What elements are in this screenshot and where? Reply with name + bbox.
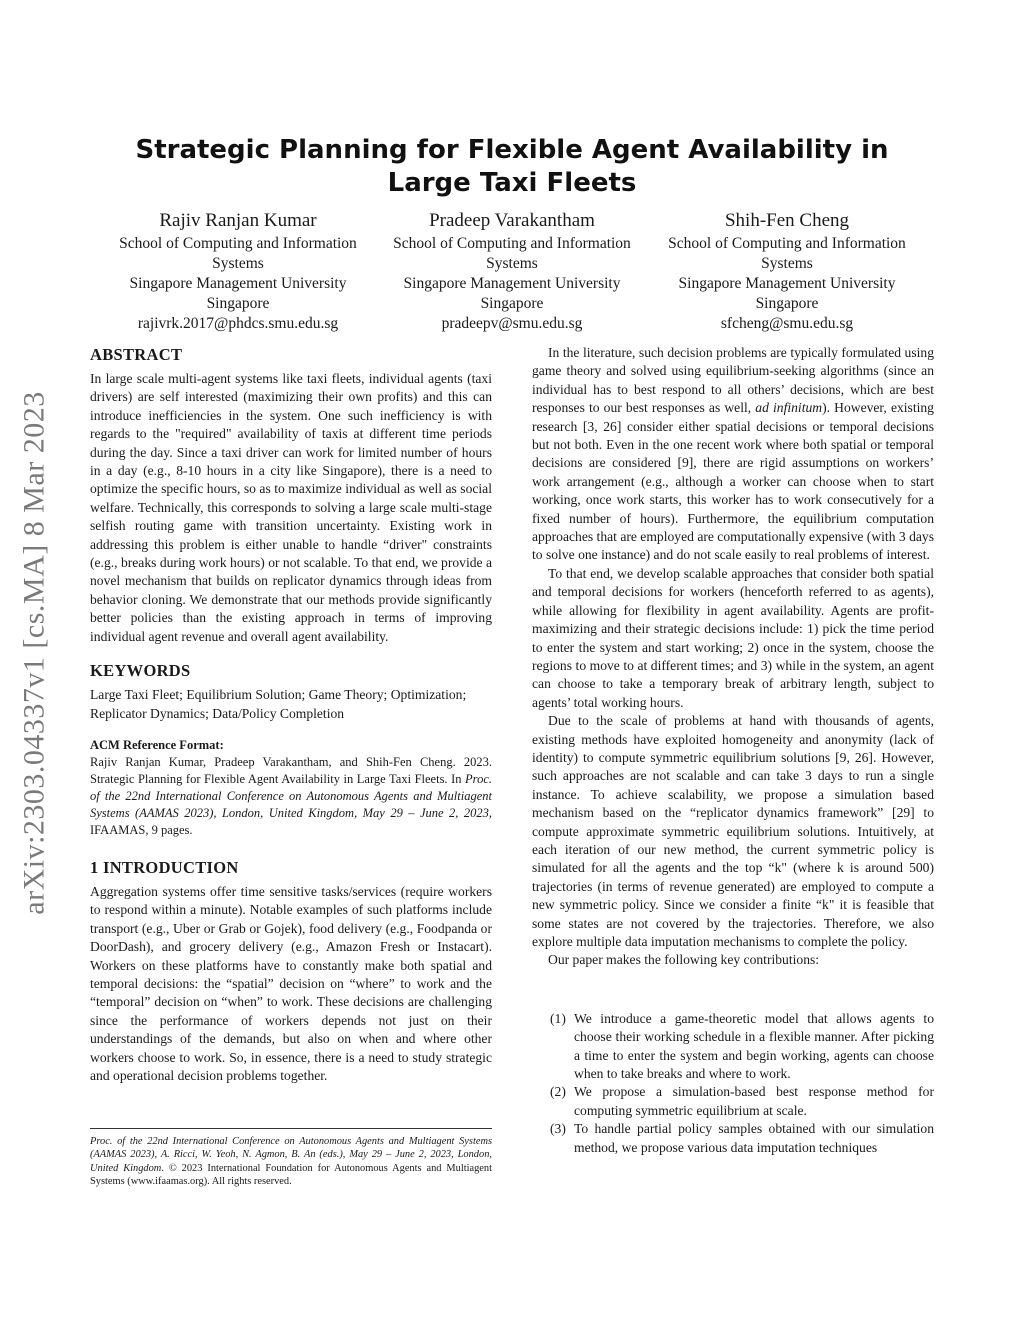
author-name: Pradeep Varakantham: [429, 210, 595, 231]
author-block-2: [377, 208, 647, 334]
contribution-text: To handle partial policy samples obtained with our simulation method, we propose various data imputation techniques: [574, 1121, 934, 1155]
introduction-heading: 1 INTRODUCTION: [90, 857, 239, 877]
acm-reference-venue: Proc. of the 22nd International Conference on Autonomous Agents and Multiagent Systems (AAMAS 2023), London, United Kingdom, May 29 – June 2, 2023: [90, 771, 492, 820]
right-paragraph-1-start: In the literature, such decision problems are typically formulated using game theory and solved using equilibrium-seeking algorithms (since an individual has to best respond to all others’ decisions, which are best responses to our best responses as well,: [532, 345, 934, 416]
acm-reference-tail: , IFAAMAS, 9 pages.: [90, 805, 492, 837]
left-column: [90, 344, 492, 1085]
acm-reference-text: [90, 754, 492, 839]
footnote-proceedings: Proc. of the 22nd International Conference on Autonomous Agents and Multiagent Systems (AAMAS 2023), A. Ricci, W. Yeoh, N. Agmon, B. An (eds.), May 29 – June 2, 2023, London, United Kingdom: [90, 1136, 492, 1174]
abstract-heading: ABSTRACT: [90, 345, 183, 364]
right-column: [532, 344, 934, 1157]
arxiv-stamp: [10, 348, 60, 958]
author-block-1: [103, 208, 373, 334]
author-affiliation: School of Computing and Information Systems: [119, 235, 357, 272]
contributions-list: [532, 1010, 934, 1157]
contribution-text: We introduce a game-theoretic model that allows agents to choose their working schedule in a flexible manner. After picking a time to enter the system and begin working, agents can choose when to take breaks and where to work.: [574, 1010, 934, 1082]
author-country: Singapore: [755, 295, 819, 312]
paper-title: Strategic Planning for Flexible Agent Availability in Large Taxi Fleets: [135, 135, 889, 198]
author-institution: Singapore Management University: [129, 275, 347, 292]
author-email: pradeepv@smu.edu.sg: [441, 315, 583, 332]
acm-reference-heading: ACM Reference Format:: [90, 737, 224, 752]
contribution-number: (2): [550, 1084, 566, 1100]
right-paragraph-4: Our paper makes the following key contributions:: [548, 952, 820, 968]
contribution-item: [532, 1083, 934, 1120]
author-affiliation: School of Computing and Information Systems: [668, 235, 906, 272]
author-email: rajivrk.2017@phdcs.smu.edu.sg: [137, 315, 339, 332]
author-affiliation: School of Computing and Information Systems: [393, 235, 631, 272]
right-paragraph-1-end: ). However, existing research [3, 26] consider either spatial decisions or temporal decisions but not both. Even in the one recent work where both spatial or temporal decisions are considered [9], there are rigid assumptions on workers’ work arrangement (e.g., although a worker can choose when to start working, once work starts, this worker has to work consecutively for a fixed number of hours). Furthermore, the equilibrium computation approaches that are employed are computationally expensive (with 3 days to solve one instance) and do not scale easily to real problems of interest.: [532, 400, 935, 563]
author-name: Rajiv Ranjan Kumar: [159, 210, 317, 231]
author-institution: Singapore Management University: [678, 275, 896, 292]
contribution-number: (1): [550, 1010, 566, 1026]
right-paragraph-2: To that end, we develop scalable approaches that consider both spatial and temporal decisions for workers (henceforth referred to as agents), while allowing for flexibility in agent availability. Agents are profit-maximizing and their strategic decisions include: 1) pick the time period to enter the system and start working; 2) once in the system, choose the regions to move to at different times; and 3) while in the system, an agent can choose to take a temporary break of arbitrary length, subject to agents’ total working hours.: [532, 565, 934, 710]
contribution-text: We propose a simulation-based best response method for computing symmetric equilibrium at scale.: [574, 1084, 934, 1118]
right-paragraph-1: [532, 344, 934, 565]
author-institution: Singapore Management University: [403, 275, 621, 292]
right-paragraph-3: Due to the scale of problems at hand with thousands of agents, existing methods have exploited homogeneity and anonymity (lack of identity) to compute symmetric equilibrium solutions [9, 26]. However, such approaches are not scalable and can take 3 days to run a single instance. To achieve scalability, we propose a simulation based mechanism based on the “replicator dynamics framework” [29] to compute approximate symmetric equilibrium solutions. Intuitively, at each iteration of our new method, the current symmetric policy is simulated for all the agents and the top “k" (where k is around 500) trajectories (in terms of revenue generated) are employed to compute a new symmetric policy. Since we consider a finite “k" it is feasible that some states are not covered by the trajectories. Therefore, we also explore multiple data imputation mechanisms to complete the policy.: [532, 713, 934, 949]
author-name: Shih-Fen Cheng: [724, 210, 850, 231]
keywords-text: Large Taxi Fleet; Equilibrium Solution; Game Theory; Optimization; Replicator Dynamics; Data/Policy Completion: [90, 687, 467, 721]
abstract-text: In large scale multi-agent systems like taxi fleets, individual agents (taxi drivers) are self interested (maximizing their own profits) and this can introduce inefficiencies in the system. One such inefficiency is with regards to the "required" availability of taxis at different time periods during the day. Since a taxi driver can work for limited number of hours in a day (e.g., 8-10 hours in a city like Singapore), there is a need to optimize the specific hours, so as to maximize individual as well as social welfare. Technically, this corresponds to solving a large scale multi-stage selfish routing game with transition uncertainty. Existing work in addressing this problem is either unable to handle “driver" constraints (e.g., breaks during work hours) or not scalable. To that end, we provide a novel mechanism that builds on replicator dynamics through ideas from behavior cloning. We demonstrate that our methods provide significantly better policies than the existing approach in terms of improving individual agent revenue and overall agent availability.: [90, 371, 492, 644]
author-email: sfcheng@smu.edu.sg: [720, 315, 854, 332]
contribution-item: [532, 1120, 934, 1157]
copyright-footnote: [90, 1128, 492, 1189]
author-country: Singapore: [480, 295, 544, 312]
keywords-heading: KEYWORDS: [90, 661, 191, 681]
author-country: Singapore: [206, 295, 270, 312]
footnote-copyright: . © 2023 International Foundation for Autonomous Agents and Multiagent Systems (www.ifaamas.org). All rights reserved.: [90, 1162, 493, 1188]
acm-reference-authors: Rajiv Ranjan Kumar, Pradeep Varakantham, and Shih-Fen Cheng. 2023. Strategic Planning for Flexible Agent Availability in Large Taxi Fleets. In: [90, 754, 492, 786]
author-block-3: [652, 208, 922, 334]
arxiv-id: arXiv:2303.04337v1 [cs.MA] 8 Mar 2023: [18, 391, 51, 915]
contribution-item: [532, 1010, 934, 1084]
introduction-paragraph: Aggregation systems offer time sensitive tasks/services (require workers to respond within a minute). Notable examples of such platforms include transport (e.g., Uber or Grab or Gojek), food delivery (e.g., Foodpanda or DoorDash), and grocery delivery (e.g., Amazon Fresh or Instacart). Workers on these platforms have to constantly make both spatial and temporal decisions: the “spatial” decision on “where” to work and the “temporal” decision on “when” to work. These decisions are challenging since the performance of workers depends not just on their understandings of the demands, but also on when and where other workers choose to work. So, in essence, there is a need to study strategic and operational decision problems together.: [90, 883, 492, 1083]
contribution-number: (3): [550, 1121, 566, 1137]
right-paragraph-1-italic: ad infinitum: [755, 400, 823, 416]
